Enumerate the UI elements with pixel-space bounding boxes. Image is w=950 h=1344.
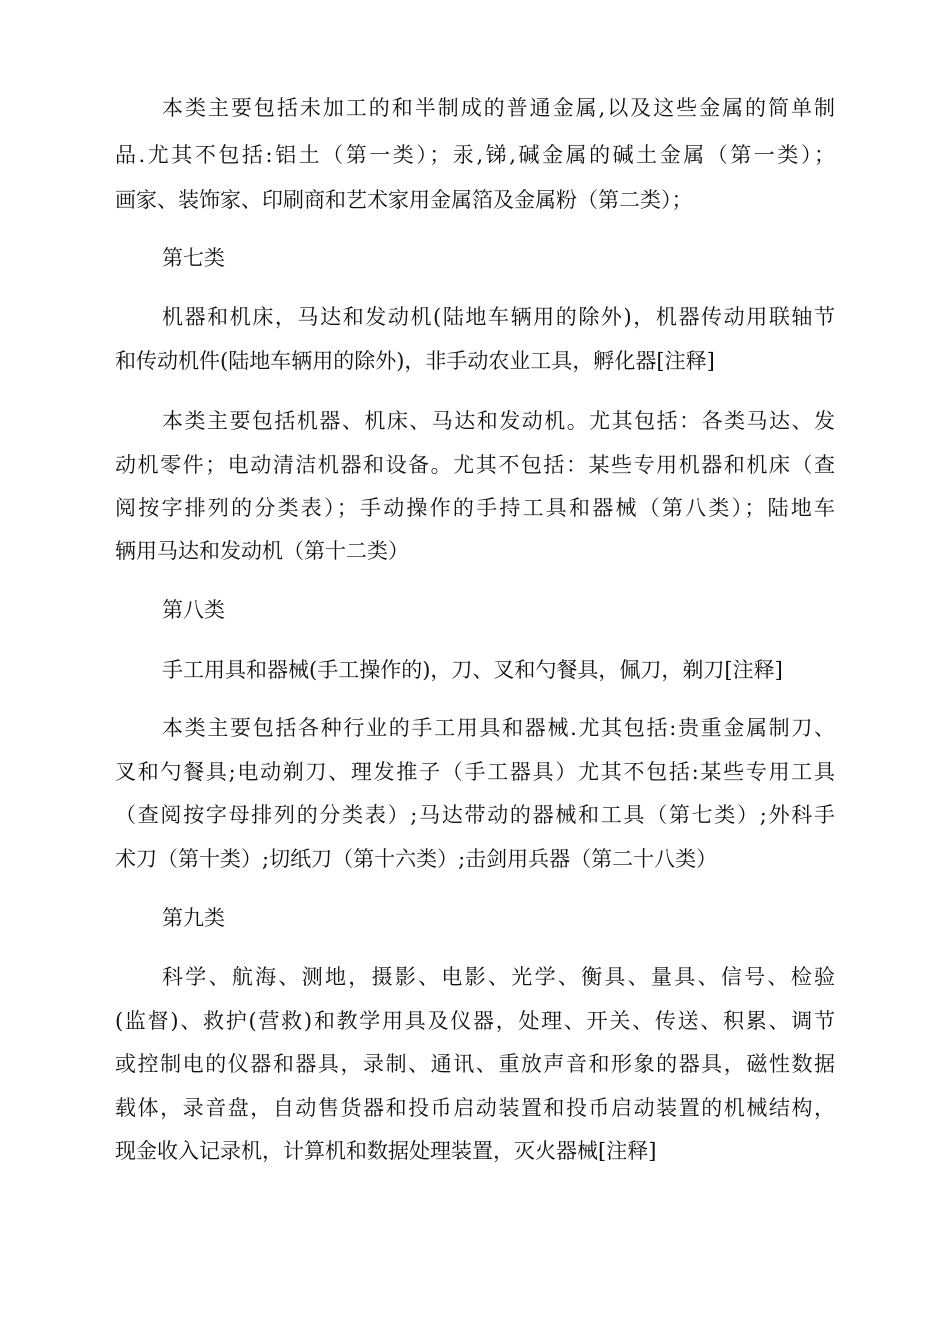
paragraph-line: 现金收入记录机，计算机和数据处理装置，灭火器械[注释] <box>115 1139 657 1163</box>
paragraph-line: 品.尤其不包括:铝土（第一类）；汞,锑,碱金属的碱土金属（第一类）； <box>115 143 835 167</box>
paragraph-line: 载体，录音盘，自动售货器和投币启动装置和投币启动装置的机械结构， <box>115 1096 835 1120</box>
paragraph-line: 画家、装饰家、印刷商和艺术家用金属箔及金属粉（第二类）； <box>115 188 693 212</box>
paragraph-line: 手工用具和器械(手工操作的)，刀、叉和勺餐具，佩刀，剃刀[注释] <box>162 658 783 682</box>
paragraph-line: （查阅按字母排列的分类表）;马达带动的器械和工具（第七类）;外科手 <box>115 803 835 827</box>
paragraph-line: 动机零件；电动清洁机器和设备。尤其不包括：某些专用机器和机床（查 <box>115 453 835 477</box>
section-heading: 第九类 <box>162 906 225 930</box>
paragraph-line: 本类主要包括未加工的和半制成的普通金属,以及这些金属的简单制 <box>162 96 835 120</box>
paragraph-line: 叉和勺餐具;电动剃刀、理发推子（手工器具）尤其不包括:某些专用工具 <box>115 760 835 784</box>
paragraph-line: 术刀（第十类）;切纸刀（第十六类）;击剑用兵器（第二十八类） <box>115 847 718 871</box>
paragraph-line: 科学、航海、测地，摄影、电影、光学、衡具、量具、信号、检验 <box>162 965 835 989</box>
section-heading: 第八类 <box>162 598 225 622</box>
paragraph-line: 本类主要包括机器、机床、马达和发动机。尤其包括：各类马达、发 <box>162 409 835 433</box>
section-heading: 第七类 <box>162 246 225 270</box>
paragraph-line: 辆用马达和发动机（第十二类） <box>115 539 409 563</box>
paragraph-line: 或控制电的仪器和器具，录制、通讯、重放声音和形象的器具，磁性数据 <box>115 1052 835 1076</box>
paragraph-line: 本类主要包括各种行业的手工用具和器械.尤其包括:贵重金属制刀、 <box>162 716 835 740</box>
paragraph-line: 机器和机床，马达和发动机(陆地车辆用的除外)，机器传动用联轴节 <box>162 305 835 329</box>
paragraph-line: (监督)、救护(营救)和教学用具及仪器，处理、开关、传送、积累、调节 <box>115 1009 835 1033</box>
paragraph-line: 和传动机件(陆地车辆用的除外)，非手动农业工具，孵化器[注释] <box>115 349 715 373</box>
paragraph-line: 阅按字排列的分类表）；手动操作的手持工具和器械（第八类）；陆地车 <box>115 496 835 520</box>
